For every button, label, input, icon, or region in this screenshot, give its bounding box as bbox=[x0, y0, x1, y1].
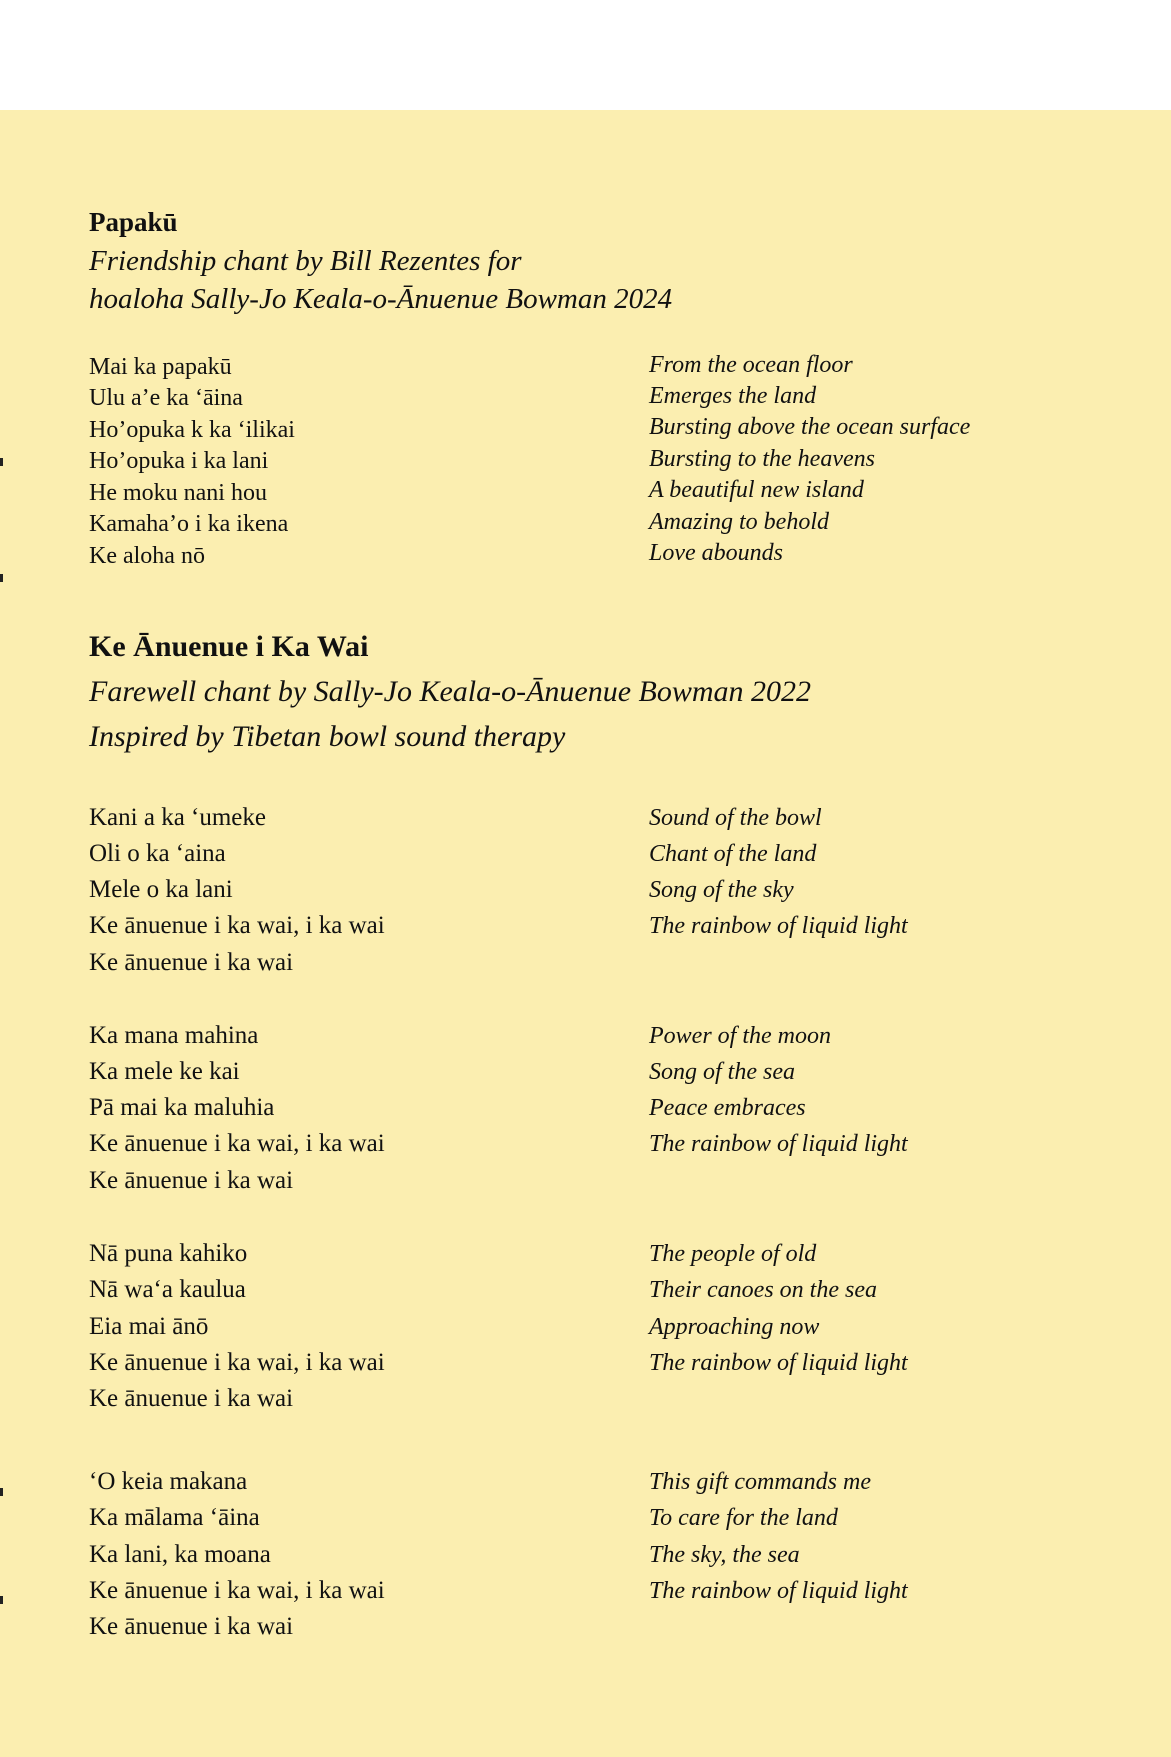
chant-title: Ke Ānuenue i Ka Wai bbox=[89, 630, 369, 663]
hawaiian-line: Mai ka papakū bbox=[89, 354, 232, 380]
edge-mark bbox=[0, 458, 3, 466]
edge-mark bbox=[0, 1488, 3, 1496]
hawaiian-line: Ho’opuka k ka ‘ilikai bbox=[89, 417, 295, 443]
page bbox=[0, 110, 1171, 1757]
english-line: To care for the land bbox=[649, 1505, 838, 1531]
hawaiian-line: He moku nani hou bbox=[89, 480, 267, 506]
english-line: Love abounds bbox=[649, 540, 783, 566]
hawaiian-line: Mele o ka lani bbox=[89, 876, 233, 903]
english-line: Song of the sky bbox=[649, 877, 794, 903]
hawaiian-line: Ke ānuenue i ka wai, i ka wai bbox=[89, 1130, 385, 1157]
hawaiian-line: Ka mele ke kai bbox=[89, 1058, 240, 1085]
hawaiian-line: Ke aloha nō bbox=[89, 543, 205, 569]
hawaiian-line: Ke ānuenue i ka wai bbox=[89, 949, 294, 976]
english-line: Emerges the land bbox=[649, 383, 817, 409]
english-line: The rainbow of liquid light bbox=[649, 1578, 908, 1604]
chant-title: Papakū bbox=[89, 207, 178, 237]
english-line: A beautiful new island bbox=[649, 477, 864, 503]
hawaiian-line: Ke ānuenue i ka wai, i ka wai bbox=[89, 912, 385, 939]
chant-papaku bbox=[89, 202, 1089, 569]
english-line: Approaching now bbox=[649, 1314, 820, 1340]
chant-ke-anuenue-i-ka-wai bbox=[89, 625, 1089, 1640]
english-line: Amazing to behold bbox=[649, 509, 829, 535]
hawaiian-line: Kani a ka ‘umeke bbox=[89, 804, 267, 831]
hawaiian-line: Oli o ka ‘aina bbox=[89, 840, 226, 867]
english-line: This gift commands me bbox=[649, 1469, 871, 1495]
english-line: Bursting above the ocean surface bbox=[649, 414, 971, 440]
english-line: From the ocean floor bbox=[649, 352, 853, 378]
hawaiian-line: Ke ānuenue i ka wai bbox=[89, 1167, 294, 1194]
chant-subtitle-line: Inspired by Tibetan bowl sound therapy bbox=[89, 720, 566, 753]
hawaiian-line: Nā wa‘a kaulua bbox=[89, 1276, 246, 1303]
english-line: Bursting to the heavens bbox=[649, 446, 875, 472]
english-line: Their canoes on the sea bbox=[649, 1277, 877, 1303]
hawaiian-line: Ke ānuenue i ka wai bbox=[89, 1385, 294, 1412]
english-line: Power of the moon bbox=[649, 1023, 831, 1049]
hawaiian-line: Ho’opuka i ka lani bbox=[89, 448, 269, 474]
hawaiian-line: Kamaha’o i ka ikena bbox=[89, 511, 289, 537]
hawaiian-line: Eia mai ānō bbox=[89, 1313, 209, 1340]
english-line: The sky, the sea bbox=[649, 1542, 800, 1568]
edge-mark bbox=[0, 574, 3, 582]
english-line: Sound of the bowl bbox=[649, 805, 822, 831]
chant-subtitle-line: Friendship chant by Bill Rezentes for bbox=[89, 245, 522, 277]
hawaiian-line: Pā mai ka maluhia bbox=[89, 1094, 275, 1121]
english-line: Song of the sea bbox=[649, 1059, 795, 1085]
english-line: Peace embraces bbox=[649, 1095, 806, 1121]
english-line: Chant of the land bbox=[649, 841, 817, 867]
english-line: The rainbow of liquid light bbox=[649, 913, 908, 939]
english-line: The people of old bbox=[649, 1241, 817, 1267]
english-line: The rainbow of liquid light bbox=[649, 1131, 908, 1157]
hawaiian-line: Nā puna kahiko bbox=[89, 1240, 248, 1267]
hawaiian-line: Ka mālama ‘āina bbox=[89, 1504, 260, 1531]
edge-mark bbox=[0, 1596, 3, 1604]
chant-subtitle-line: hoaloha Sally-Jo Keala-o-Ānuenue Bowman 2024 bbox=[89, 283, 673, 315]
hawaiian-line: Ke ānuenue i ka wai, i ka wai bbox=[89, 1577, 385, 1604]
hawaiian-line: Ulu a’e ka ‘āina bbox=[89, 385, 243, 411]
english-line: The rainbow of liquid light bbox=[649, 1350, 908, 1376]
hawaiian-line: Ka mana mahina bbox=[89, 1022, 259, 1049]
hawaiian-line: ‘O keia makana bbox=[89, 1468, 248, 1495]
hawaiian-line: Ka lani, ka moana bbox=[89, 1541, 271, 1568]
hawaiian-line: Ke ānuenue i ka wai, i ka wai bbox=[89, 1349, 385, 1376]
chant-subtitle-line: Farewell chant by Sally-Jo Keala-o-Ānuenue Bowman 2022 bbox=[89, 675, 812, 708]
hawaiian-line: Ke ānuenue i ka wai bbox=[89, 1613, 294, 1640]
